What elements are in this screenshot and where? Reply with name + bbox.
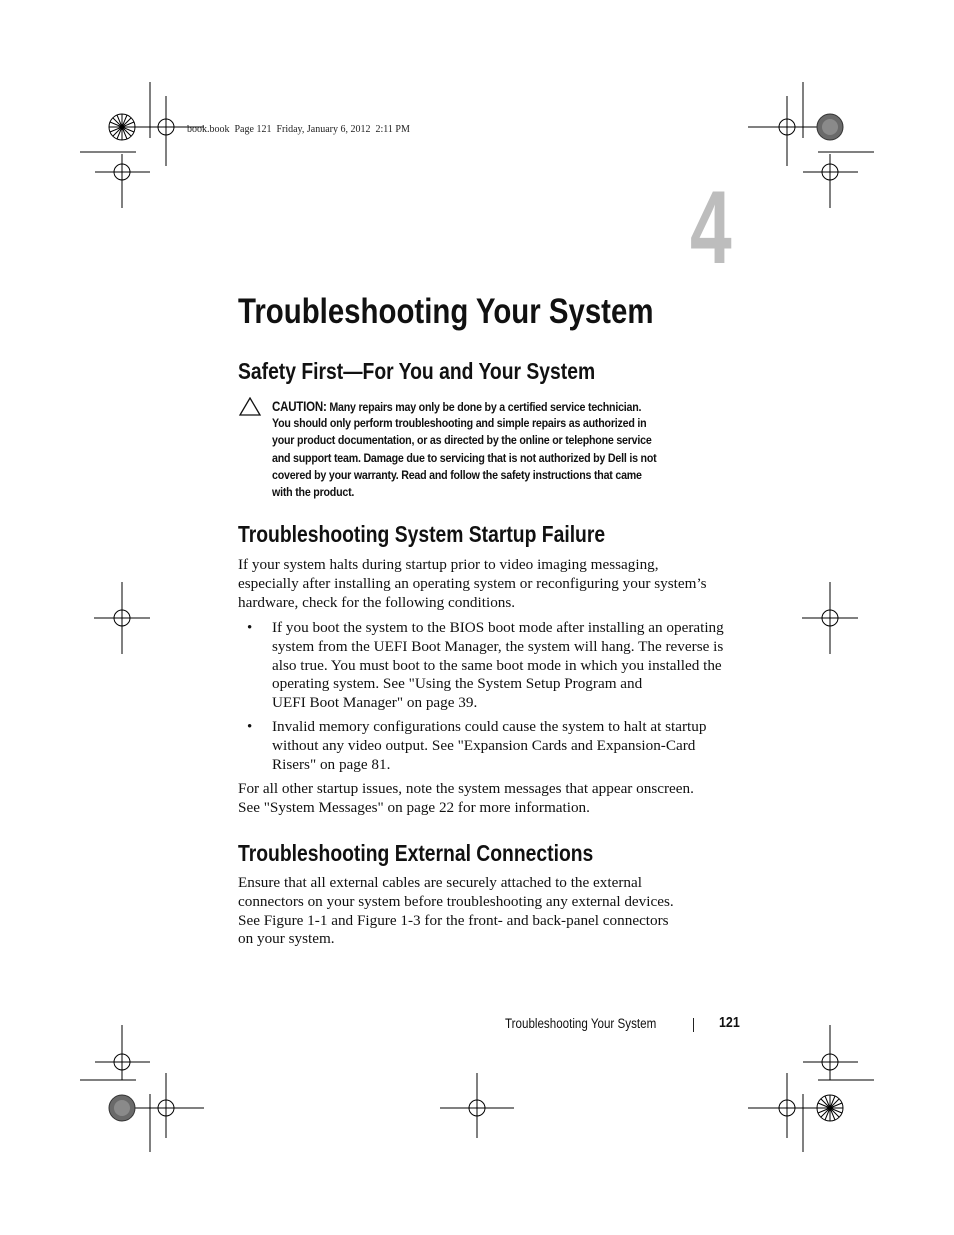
bullet-line: Invalid memory configurations could cause the system to halt at startup	[272, 718, 707, 735]
footer-divider	[693, 1018, 694, 1032]
caution-line: with the product.	[272, 485, 355, 499]
bullet-line: operating system. See "Using the System Setup Program and	[272, 675, 643, 693]
paragraph-line: Ensure that all external cables are securely attached to the external	[238, 874, 642, 891]
bullet-item	[272, 619, 752, 713]
section-heading-startup: Troubleshooting System Startup Failure	[238, 521, 606, 547]
bullet-line: system from the UEFI Boot Manager, the system will hang. The reverse is	[272, 637, 724, 655]
startup-intro	[238, 556, 758, 612]
paragraph-line: See Figure 1-1 and Figure 1-3 for the front- and back-panel connectors	[238, 911, 669, 929]
section-heading-external: Troubleshooting External Connections	[238, 840, 594, 866]
paragraph-line: hardware, check for the following conditions.	[238, 593, 516, 611]
paragraph-line: connectors on your system before troubleshooting any external devices.	[238, 892, 674, 910]
paragraph-line: If your system halts during startup prior to video imaging messaging,	[238, 556, 659, 573]
caution-line: You should only perform troubleshooting and simple repairs as authorized in	[272, 416, 647, 431]
running-footer: Troubleshooting Your System	[505, 1016, 657, 1031]
caution-line: Many repairs may only be done by a certified service technician.	[329, 400, 642, 414]
caution-line: your product documentation, or as directed by the online or telephone service	[272, 433, 652, 448]
bullet-line: without any video output. See "Expansion Cards and Expansion-Card	[272, 736, 696, 754]
caution-note	[272, 398, 736, 501]
bullet-line: also true. You must boot to the same boot mode in which you installed the	[272, 656, 722, 674]
bullet-line: Risers" on page 81.	[272, 755, 391, 773]
paragraph-line: on your system.	[238, 930, 335, 948]
page-number: 121	[719, 1015, 740, 1031]
bullet-marker: •	[247, 719, 253, 735]
chapter-title: Troubleshooting Your System	[238, 292, 654, 331]
caution-icon	[238, 397, 262, 417]
caution-line: covered by your warranty. Read and follow the safety instructions that came	[272, 467, 642, 482]
paragraph-line: For all other startup issues, note the system messages that appear onscreen.	[238, 780, 694, 797]
external-paragraph	[238, 874, 758, 949]
chapter-number: 4	[690, 170, 732, 286]
caution-line: and support team. Damage due to servicing that is not authorized by Dell is not	[272, 450, 657, 465]
startup-outro	[238, 780, 758, 818]
paragraph-line: See "System Messages" on page 22 for more information.	[238, 798, 590, 816]
section-heading-safety: Safety First—For You and Your System	[238, 358, 596, 384]
paragraph-line: especially after installing an operating system or reconfiguring your system’s	[238, 574, 707, 592]
bullet-line: UEFI Boot Manager" on page 39.	[272, 694, 478, 712]
bullet-item	[272, 718, 752, 774]
print-slug: book.book Page 121 Friday, January 6, 2012 2:11 PM	[187, 124, 410, 135]
caution-label: CAUTION:	[272, 399, 327, 414]
bullet-marker: •	[247, 620, 253, 636]
bullet-line: If you boot the system to the BIOS boot mode after installing an operating	[272, 619, 724, 636]
